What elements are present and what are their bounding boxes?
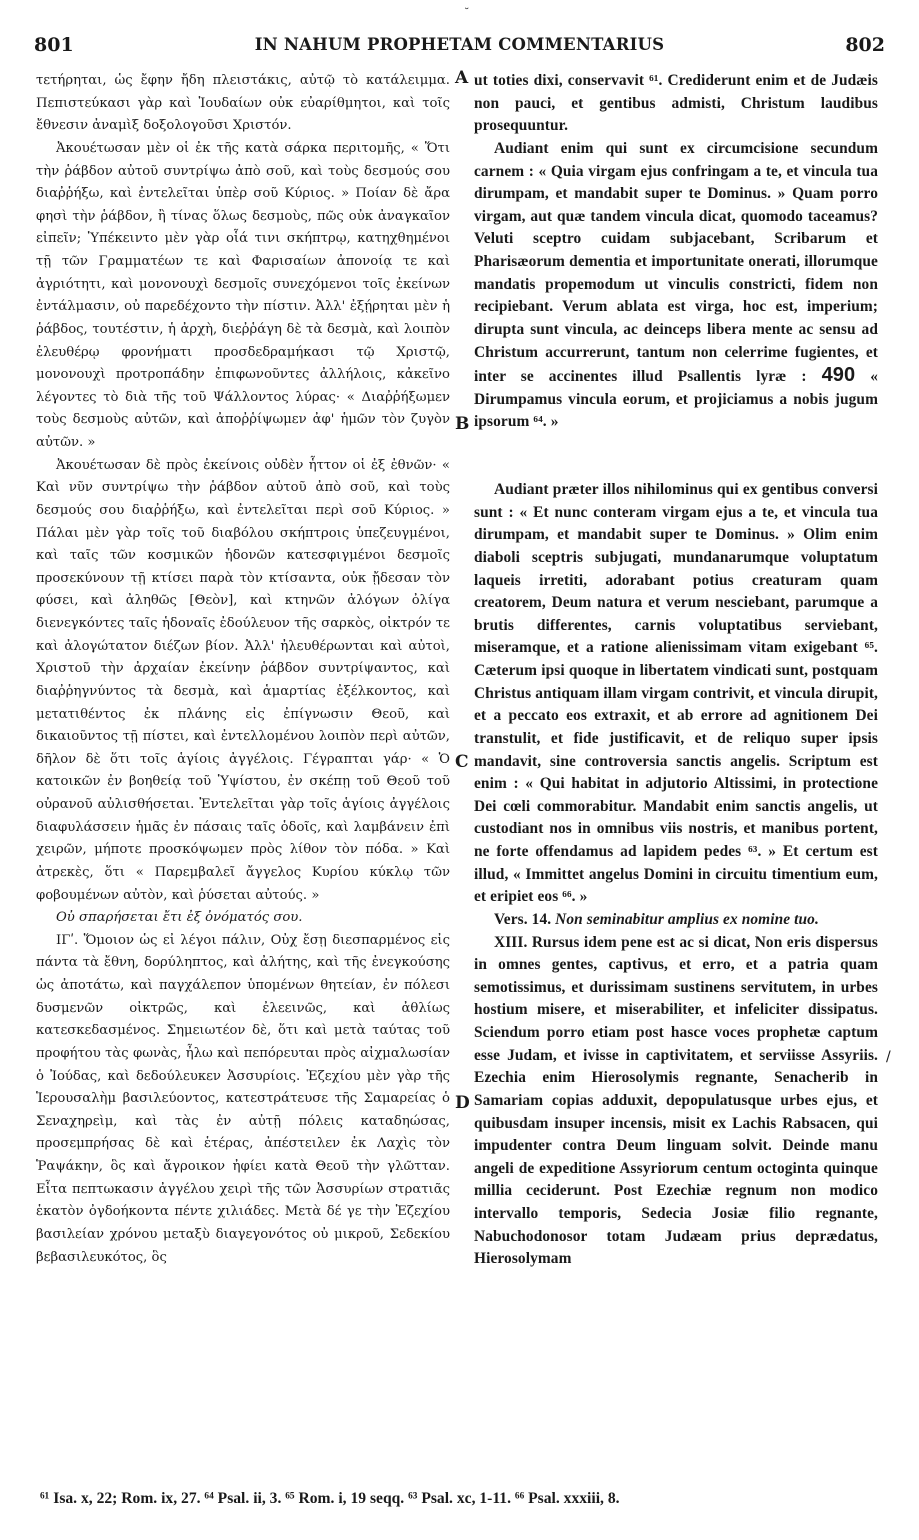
- greek-paragraph-1: τετήρηται, ὡς ἔφην ἤδη πλειστάκις, αὐτῷ τὸ κατάλειμμα. Πεπιστεύκασι γὰρ καὶ Ἰουδαίων οὐκ εὐαρίθμητοι, καὶ τοῖς ἔθνεσιν ἀναμὶξ δοξολογοῦσι Χριστόν.: [36, 73, 450, 134]
- greek-verse-lemma: Οὐ σπαρήσεται ἔτι ἐξ ὀνόματός σου.: [56, 910, 303, 926]
- greek-paragraph-3: Ἀκουέτωσαν δὲ πρὸς ἐκείνοις οὐδὲν ἧττον οἱ ἐξ ἐθνῶν· « Καὶ νῦν συντρίψω τὴν ῥάβδον αὐτοῦ ἀπὸ σοῦ, καὶ τοὺς δεσμούς σου διαῤῥήξω, καὶ ἐντελεῖται περὶ σοῦ Κύριος. » Πάλαι μὲν γὰρ τοῖς τοῦ διαβόλου σκήπτροις ὑπεζευγμένοι, καὶ ταῖς τῶν κοσμικῶν ἡδονῶν κατεσφιγμένοι δεσμοῖς προσεκύνουν τῇ κτίσει παρὰ τὸν κτίσαντα, οὐκ ᾔδεσαν τὸν φύσει, καὶ ἀληθῶς [Θεὸν], καὶ κτηνῶν ἀλόγων ὀλίγα διενεγκόντες ταῖς ἡδοναῖς ἐδούλευον τῆς σαρκὸς, οἰκτρόν τε καὶ ἀλογώτατον διέζων βίον. Ἀλλ' ἠλευθέρωνται καὶ αὐτοὶ, Χριστοῦ τὴν ἀρχαίαν ἐκείνην ῥάβδον συντρίψαντος, καὶ διαῤῥηγνύντος τὰ δεσμὰ, καὶ ἁμαρτίας ἐξέλκοντος, καὶ μετατιθέντος ἐκ πλάνης εἰς ἐπίγνωσιν Θεοῦ, καὶ δικαιοῦντος τῇ πίστει, καὶ ἐντελλομένου λοιπὸν περὶ αὐτῶν, δῆλον δὲ ὅτι τοῖς ἁγίοις ἀγγέλοις. Γέγραπται γάρ· « Ὁ κατοικῶν ἐν βοηθείᾳ τοῦ Ὑψίστου, ἐν σκέπῃ τοῦ Θεοῦ τοῦ οὐρανοῦ αὐλισθήσεται. Ἐντελεῖται γὰρ τοῖς ἁγίοις ἀγγέλοις διαφυλάσσειν ἡμᾶς ἐν πάσαις ταῖς ὁδοῖς, καὶ λαμβάνειν ἐπὶ χειρῶν, μήποτε προσκόψωμεν πρὸς λίθον τὸν πόδα. » Καὶ ἀτρεκὲς, ὅτι « Παρεμβαλεῖ ἄγγελος Κυρίου κύκλῳ τῶν φοβουμένων αὐτὸν, καὶ ῥύσεται αὐτούς. »: [36, 457, 450, 903]
- paragraph-gap: [474, 434, 878, 479]
- latin-paragraph-3: Audiant præter illos nihilominus qui ex gentibus conversi sunt : « Et nunc conteram virgam ejus a te, et vincula tua dirumpam, et mandabit super te Dominus. » Olim enim diaboli sceptris subjugati, mundanarumque voluptatum laqueis irretiti, adorabant potius creaturam quam creatorem, Deum natura et verum nesciebant, parumque a brutis differentes, carnis voluptatibus serviebant, miseramque, et a ratione alienissimam vitam exigebant ⁶⁵. Cæterum ipsi quoque in libertatem vindicati sunt, postquam Christus antiquam illam virgam contrivit, et vincula dirupit, et a peccato eos extraxit, et ab errore ad agnitionem Dei transtulit, et fide justificavit, et de reliquo super ipsis mandavit, sine controversia sanctis angelis. Scriptum est enim : « Qui habitat in adjutorio Altissimi, in protectione Dei cœli commorabitur. Mandabit enim sanctis angelis, ut custodiant nos in omnibus viis nostris, et manibus portent, ne forte offendamus ad lapidem pedes ⁶³. » Et certum est illud, « Immittet angelus Domini in circuitu timentium eum, et eripiet eos ⁶⁶. »: [474, 481, 878, 906]
- margin-marker-a: A: [455, 68, 469, 88]
- latin-paragraph-4: XIII. Rursus idem pene est ac si dicat, Non eris dispersus in omnes gentes, captivus, et erro, et a patria quam semotissimus, et durissimam sustinens servitutem, in urbes hostium misere, et miserabiliter, et infeliciter dissipatus. Sciendum porro etiam post hasce voces prophetæ captum esse Judam, et ivisse in captivitatem, et serviisse Assyriis. Ezechia enim Hierosolymis regnante, Senacherib in Samariam copias adduxit, depopulatusque urbes ejus, et quibusdam insuper incensis, misit ex Lachis Rabsacen, qui impudenter contra Deum linguam solvit. Deinde manu angeli de expeditione Assyriorum centum octoginta quinque millia ceciderunt. Post Ezechiæ regnum non modico intervallo temporis, Sedecia Josiæ filio regnante, Nabuchodonosor totam Judæam prius deprædatus, Hierosolymam: [474, 933, 878, 1268]
- margin-marker-c: C: [455, 752, 469, 772]
- latin-paragraph-2-text: Audiant enim qui sunt ex circumcisione secundum carnem : « Quia virgam ejus confringam a te, et vincula tua dirumpam, et mandabit super te Dominus. » Quam porro virgam, aut quæ tandem vincula dicat, quomodo taceamus? Veluti sceptro cuidam subjacebant, Scribarum et Pharisæorum dementia et importunitate onerati, illorumque mandatis propemodum ut vinculis constricti, fidem non recipiebant. Verum ablata est virga, hoc est, imperium; dirupta sunt vincula, ac deinceps libera mente ac sensu ad Christum accurrerunt, tantum non celerrime fugientes, et inter se accinentes illud Psallentis lyræ :: [474, 139, 878, 386]
- page-header: [0, 34, 919, 62]
- column-number: 490: [821, 364, 856, 387]
- latin-paragraph-1: ut toties dixi, conservavit ⁶¹. Crediderunt enim et de Judæis non pauci, et gentibus admisti, Christum laudibus prosequuntur.: [474, 72, 878, 135]
- left-page-number: 801: [34, 34, 74, 56]
- verse-label: Vers. 14.: [494, 910, 552, 928]
- latin-verse-line: [474, 909, 878, 932]
- latin-paragraph-2-quote: « Dirumpamus vincula eorum, et projiciamus a nobis jugum ipsorum ⁶⁴. »: [474, 368, 878, 431]
- greek-paragraph-5: ΙΓʹ. Ὅμοιον ὡς εἰ λέγοι πάλιν, Οὐχ ἔσῃ διεσπαρμένος εἰς πάντα τὰ ἔθνη, δορύληπτος, καὶ ἀλήτης, καὶ τῆς ἐνεγκούσης ὡς ἀποτάτω, καὶ παγχάλεπον ὑπομένων θητείαν, ἐν πόλεσι δυσμενῶν οἰκτρῶς, καὶ ἐλεεινῶς, καὶ ἀθλίως κατεσκεδασμένος. Σημειωτέον δὲ, ὅτι καὶ μετὰ ταύτας τοῦ προφήτου τὰς φωνὰς, ἦλω καὶ πεπόρευται πρὸς αἰχμαλωσίαν ὁ Ἰούδας, καὶ δεδούλευκεν Ἀσσυρίοις. Ἐζεχίου μὲν γὰρ τῆς Ἱερουσαλὴμ βασιλεύοντος, κατεστράτευσε τῆς Σαμαρείας ὁ Σεναχηρεὶμ, καὶ τὰς ἐν αὐτῇ πόλεις καταδηώσας, προσεμπρήσας δὲ καὶ ἑτέρας, ἀπέστειλεν ἐκ Λαχὶς τὸν Ῥαψάκην, ὃς καὶ ἄγροικον ἠφίει κατὰ Θεοῦ τὴν γλῶτταν. Εἶτα πεπτωκασιν ἀγγέλου χειρὶ τῆς τῶν Ἀσσυρίων στρατιᾶς ἑκατὸν ὀγδοήκοντα πέντε χιλιάδες. Μετὰ δέ γε τὴν Ἐζεχίου βασιλείαν χρόνου μεταξὺ διαγεγονότος οὐ μικροῦ, Σεδεκίου βεβασιλευκότος, ὃς: [36, 932, 450, 1265]
- margin-marker-d: D: [455, 1093, 470, 1113]
- footnotes: ⁶¹ Isa. x, 22; Rom. ix, 27. ⁶⁴ Psal. ii, 3. ⁶⁵ Rom. i, 19 seqq. ⁶³ Psal. xc, 1-11. ⁶⁶ Psal. xxxiii, 8.: [40, 1490, 620, 1507]
- top-tick-mark: ˘: [464, 6, 470, 19]
- latin-column: [474, 70, 878, 1271]
- greek-column: [36, 70, 450, 1269]
- margin-marker-b: B: [455, 414, 470, 434]
- verse-lemma: Non seminabitur amplius ex nomine tuo.: [555, 910, 819, 928]
- running-title: IN NAHUM PROPHETAM COMMENTARIUS: [254, 35, 665, 54]
- greek-paragraph-2: Ἀκουέτωσαν μὲν οἱ ἐκ τῆς κατὰ σάρκα περιτομῆς, « Ὅτι τὴν ῥάβδον αὐτοῦ συντρίψω ἀπὸ σοῦ, καὶ τοὺς δεσμούς σου διαῤῥήξω, καὶ ἐντελεῖται ὑπὲρ σοῦ Κύριος. » Ποίαν δὲ ἄρα φησὶ τὴν ῥάβδον, ἢ τίνας ὅλως δεσμοὺς, πῶς οὐκ ἀναγκαῖον εἰπεῖν; Ὑπέκειντο μὲν γὰρ οἷά τινι σκήπτρῳ, κατηχθημένοι τῇ τῶν Γραμματέων τε καὶ Φαρισαίων ἀπονοίᾳ τε καὶ ἀγριότητι, καὶ μονονουχὶ δεσμοῖς συνεχόμενοι τοῖς ἐκείνων ἐντάλμασιν, οὐ παρεδέχοντο τὴν πίστιν. Ἀλλ' ἐξῄρηται μὲν ἡ ῥάβδος, τουτέστιν, ἡ ἀρχὴ, διεῤῥάγη δὲ τὰ δεσμὰ, καὶ λοιπὸν ἐλευθέρῳ φρονήματι προσδεδραμήκασι τῷ Χριστῷ, μονονουχὶ προτροπάδην ἐπιφωνοῦντες ἀλλήλοις, κἀκεῖνο λέγοντες τὸ διὰ τῆς τοῦ Ψάλλοντος λύρας· « Διαῤῥήξωμεν τοὺς δεσμοὺς αὐτῶν, καὶ ἀποῤῥίψωμεν ἀφ' ἡμῶν τὸν ζυγὸν αὐτῶν. »: [36, 140, 450, 450]
- right-page-number: 802: [845, 34, 885, 56]
- latin-paragraph-2: [474, 138, 878, 434]
- margin-tick-mark: /: [886, 1049, 891, 1065]
